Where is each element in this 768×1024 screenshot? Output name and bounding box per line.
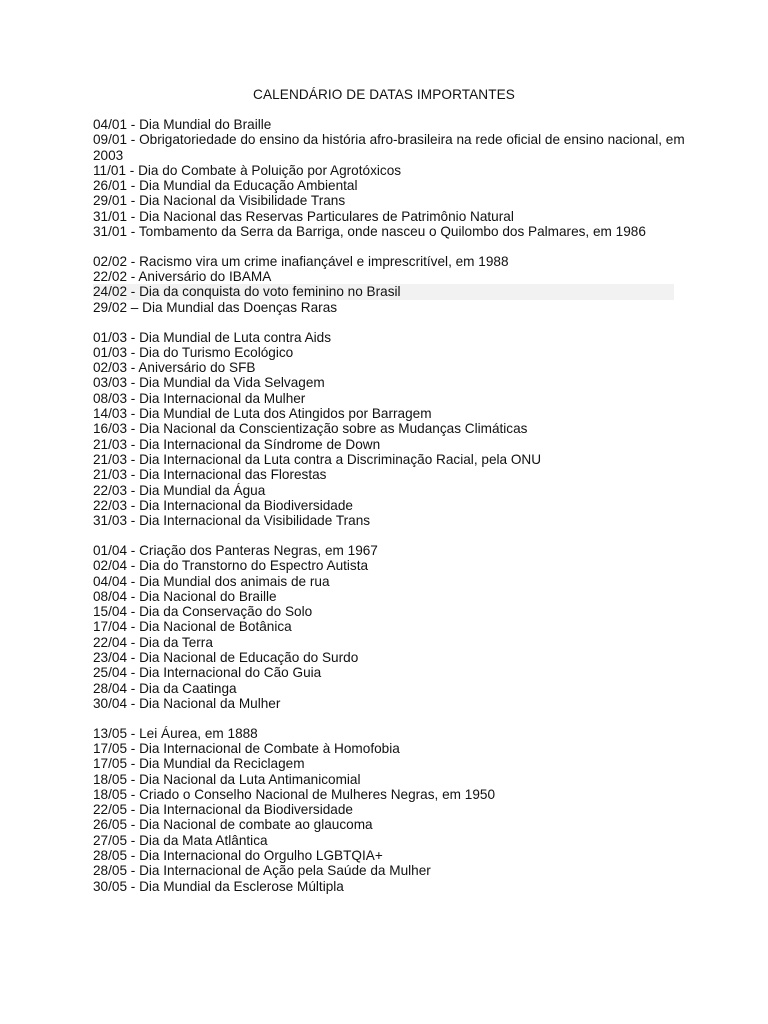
calendar-entry: 21/03 - Dia Internacional da Síndrome de Down	[93, 436, 381, 452]
calendar-entry: 22/03 - Dia Mundial da Água	[93, 482, 266, 498]
calendar-entry: 22/05 - Dia Internacional da Biodiversidade	[93, 802, 353, 818]
calendar-entry: 02/03 - Aniversário do SFB	[93, 360, 256, 376]
calendar-entry: 26/05 - Dia Nacional de combate ao glaucoma	[93, 817, 373, 833]
calendar-entry: 09/01 - Obrigatoriedade do ensino da história afro-brasileira na rede oficial de ensino nacional, em 2003	[93, 132, 685, 163]
calendar-entry: 08/03 - Dia Internacional da Mulher	[93, 390, 306, 406]
calendar-entry: 17/04 - Dia Nacional de Botânica	[93, 619, 292, 635]
calendar-entry: 01/04 - Criação dos Panteras Negras, em 1967	[93, 542, 378, 558]
calendar-entry: 28/05 - Dia Internacional de Ação pela Saúde da Mulher	[93, 863, 431, 879]
calendar-entry: 29/02 – Dia Mundial das Doenças Raras	[93, 299, 338, 315]
calendar-entry: 15/04 - Dia da Conservação do Solo	[93, 604, 313, 620]
calendar-entry-highlighted: 24/02 - Dia da conquista do voto feminino no Brasil	[93, 284, 674, 299]
calendar-entry: 08/04 - Dia Nacional do Braille	[93, 588, 277, 604]
calendar-entry: 18/05 - Criado o Conselho Nacional de Mulheres Negras, em 1950	[93, 786, 495, 802]
calendar-entry: 04/04 - Dia Mundial dos animais de rua	[93, 573, 330, 589]
calendar-entry: 29/01 - Dia Nacional da Visibilidade Trans	[93, 193, 346, 209]
calendar-entry: 27/05 - Dia da Mata Atlântica	[93, 832, 268, 848]
calendar-entry: 28/04 - Dia da Caatinga	[93, 680, 237, 696]
calendar-entry: 22/02 - Aniversário do IBAMA	[93, 269, 272, 285]
calendar-entry: 21/03 - Dia Internacional da Luta contra a Discriminação Racial, pela ONU	[93, 451, 542, 467]
may-section	[93, 726, 693, 894]
calendar-entry: 02/02 - Racismo vira um crime inafiançável e imprescritível, em 1988	[93, 253, 509, 269]
calendar-entry: 02/04 - Dia do Transtorno do Espectro Autista	[93, 558, 369, 574]
document-title: CALENDÁRIO DE DATAS IMPORTANTES	[253, 87, 515, 102]
calendar-entry: 22/03 - Dia Internacional da Biodiversidade	[93, 497, 353, 513]
document-body	[93, 117, 693, 908]
march-section	[93, 330, 693, 529]
calendar-entry: 17/05 - Dia Internacional de Combate à Homofobia	[93, 740, 400, 756]
calendar-entry: 23/04 - Dia Nacional de Educação do Surdo	[93, 650, 359, 665]
calendar-entry: 26/01 - Dia Mundial da Educação Ambiental	[93, 178, 358, 194]
calendar-entry: 31/01 - Dia Nacional das Reservas Particulares de Patrimônio Natural	[93, 208, 514, 224]
calendar-entry: 18/05 - Dia Nacional da Luta Antimanicomial	[93, 771, 361, 787]
calendar-entry: 16/03 - Dia Nacional da Conscientização sobre as Mudanças Climáticas	[93, 421, 528, 437]
calendar-entry: 14/03 - Dia Mundial de Luta dos Atingidos por Barragem	[93, 406, 432, 422]
calendar-entry: 31/03 - Dia Internacional da Visibilidade Trans	[93, 513, 371, 529]
calendar-entry: 30/04 - Dia Nacional da Mulher	[93, 695, 281, 711]
calendar-entry: 01/03 - Dia Mundial de Luta contra Aids	[93, 329, 332, 345]
calendar-entry: 04/01 - Dia Mundial do Braille	[93, 117, 272, 132]
calendar-entry: 11/01 - Dia do Combate à Poluição por Agrotóxicos	[93, 162, 402, 178]
april-section	[93, 543, 693, 711]
calendar-entry: 28/05 - Dia Internacional do Orgulho LGBTQIA+	[93, 848, 383, 864]
calendar-entry: 03/03 - Dia Mundial da Vida Selvagem	[93, 375, 325, 391]
calendar-entry: 01/03 - Dia do Turismo Ecológico	[93, 344, 294, 360]
calendar-entry: 22/04 - Dia da Terra	[93, 634, 213, 650]
calendar-entry: 17/05 - Dia Mundial da Reciclagem	[93, 756, 305, 772]
calendar-entry: 25/04 - Dia Internacional do Cão Guia	[93, 665, 322, 681]
calendar-entry: 13/05 - Lei Áurea, em 1888	[93, 725, 258, 741]
calendar-entry: 30/05 - Dia Mundial da Esclerose Múltipla	[93, 878, 344, 894]
january-section	[93, 117, 693, 239]
calendar-entry: 21/03 - Dia Internacional das Florestas	[93, 467, 327, 483]
february-section	[93, 254, 693, 315]
calendar-entry: 31/01 - Tombamento da Serra da Barriga, onde nasceu o Quilombo dos Palmares, em 1986	[93, 224, 646, 240]
